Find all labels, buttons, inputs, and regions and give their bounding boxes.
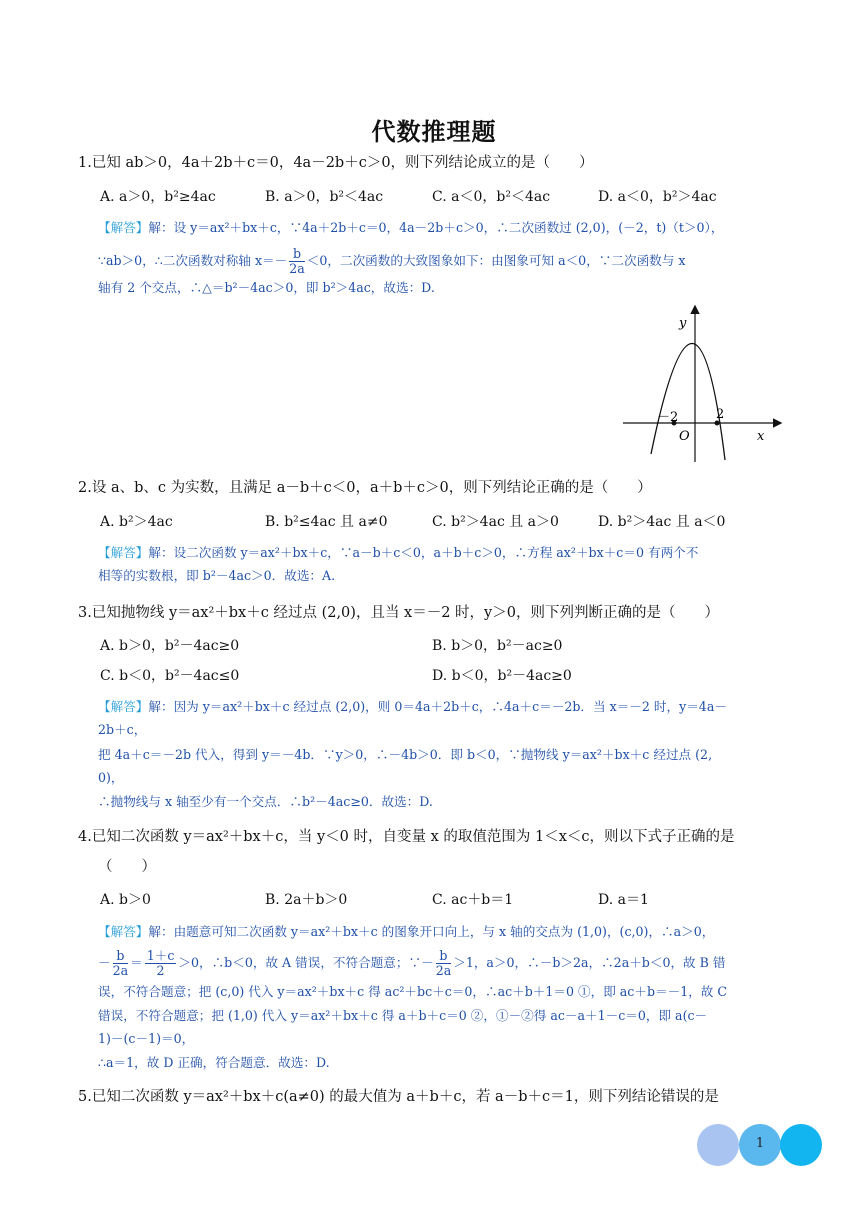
question-1-stem: 1.已知 ab＞0，4a＋2b＋c＝0，4a－2b＋c＞0，则下列结论成立的是（ ）	[78, 155, 594, 171]
pos2-label: 2	[716, 407, 725, 422]
question-5-stem: 5.已知二次函数 y＝ax²＋bx＋c(a≠0) 的最大值为 a＋b＋c，若 a－b＋c＝1，则下列结论错误的是	[78, 1089, 719, 1105]
question-4-stem: 4.已知二次函数 y＝ax²＋bx＋c，当 y＜0 时，自变量 x 的取值范围为 1＜x＜c，则以下式子正确的是	[78, 829, 735, 845]
q3-solution-line-2: 2b＋c，	[98, 722, 147, 737]
fraction: $\frac{b}{2a}$	[435, 948, 452, 978]
q3-option-a: A. b＞0，b²－4ac≥0	[100, 638, 240, 654]
q1-option-d: D. a＜0，b²＞4ac	[598, 189, 717, 205]
q3-solution-line-3: 把 4a＋c＝－2b 代入，得到 y＝－4b．∵y＞0，∴－4b＞0．即 b＜0，∵抛物线 y＝ax²＋bx＋c 经过点 (2,	[98, 747, 713, 762]
q4-option-a: A. b＞0	[100, 892, 151, 908]
origin-label: O	[679, 429, 690, 444]
q1-solution-line-3: 轴有 2 个交点，∴△＝b²－4ac＞0，即 b²＞4ac，故选：D.	[98, 280, 435, 295]
question-2-stem: 2.设 a、b、c 为实数，且满足 a－b＋c＜0，a＋b＋c＞0，则下列结论正确的是（ ）	[78, 480, 652, 496]
fraction: $\frac{b}{2a}$	[289, 246, 305, 276]
q4-option-c: C. ac＋b＝1	[432, 892, 514, 908]
fraction: $\frac{b}{2a}$	[112, 948, 129, 978]
q2-solution-line-1: 【解答】解：设二次函数 y＝ax²＋bx＋c，∵a－b＋c＜0，a＋b＋c＞0，∴方程 ax²＋bx＋c＝0 有两个不	[98, 545, 699, 560]
q4-solution-line-4: 错误，不符合题意；把 (1,0) 代入 y＝ax²＋bx＋c 得 a＋b＋c＝0 ②，①－②得 ac－a＋1－c＝0，即 a(c－	[98, 1008, 708, 1023]
q3-option-b: B. b＞0，b²－ac≥0	[432, 638, 563, 654]
q4-solution-line-5: 1)－(c－1)＝0，	[98, 1031, 195, 1046]
q3-solution-line-4: 0)，	[98, 770, 124, 785]
solution-tag: 【解答】	[98, 220, 149, 235]
question-4-stem-cont: （ ）	[98, 859, 156, 875]
parabola-graph	[615, 302, 795, 467]
q1-option-b: B. a＞0，b²＜4ac	[265, 189, 384, 205]
q4-solution-line-2: － $\frac{b}{2a}$ ＝ $\frac{1+c}{2}$ ＞0，∴b＜0，故 A 错误，不符合题意；∵－ $\frac{b}{2a}$ ＞1，a＞0，∴－b＞2a，∴2a＋b＜0，故 B 错	[98, 948, 726, 978]
x-axis-label: x	[757, 429, 765, 444]
q4-solution-line-1: 【解答】解：由题意可知二次函数 y＝ax²＋bx＋c 的图象开口向上，与 x 轴的交点为 (1,0)，(c,0)，∴a＞0，	[98, 924, 715, 939]
page-circle-right	[780, 1124, 822, 1166]
page-title: 代数推理题	[371, 118, 497, 146]
q2-option-b: B. b²≤4ac 且 a≠0	[265, 514, 388, 530]
q1-option-a: A. a＞0，b²≥4ac	[100, 189, 216, 205]
q2-option-a: A. b²＞4ac	[100, 514, 173, 530]
q3-solution-line-1: 【解答】解：因为 y＝ax²＋bx＋c 经过点 (2,0)，则 0＝4a＋2b＋c，∴4a＋c＝－2b．当 x＝－2 时，y＝4a－	[98, 699, 727, 714]
q4-option-d: D. a＝1	[598, 892, 649, 908]
solution-tag: 【解答】	[98, 545, 149, 560]
q3-solution-line-5: ∴抛物线与 x 轴至少有一个交点．∴b²－4ac≥0．故选：D.	[98, 794, 433, 809]
solution-tag: 【解答】	[98, 924, 149, 939]
solution-tag: 【解答】	[98, 699, 149, 714]
question-3-stem: 3.已知抛物线 y＝ax²＋bx＋c 经过点 (2,0)，且当 x＝－2 时，y＞0，则下列判断正确的是（ ）	[78, 605, 719, 621]
q4-solution-line-6: ∴a＝1，故 D 正确，符合题意．故选：D.	[98, 1055, 330, 1070]
q1-solution-line-1: 【解答】解：设 y＝ax²＋bx＋c，∵4a＋2b＋c＝0，4a－2b＋c＞0，∴二次函数过 (2,0)，(－2，t)（t＞0），	[98, 220, 724, 235]
q3-option-d: D. b＜0，b²－4ac≥0	[432, 668, 572, 684]
q4-solution-line-3: 误，不符合题意；把 (c,0) 代入 y＝ax²＋bx＋c 得 ac²＋bc＋c＝0，∴ac＋b＋1＝0 ①，即 ac＋b＝－1，故 C	[98, 984, 728, 999]
q4-option-b: B. 2a＋b＞0	[265, 892, 348, 908]
q3-option-c: C. b＜0，b²－4ac≤0	[100, 668, 240, 684]
q1-solution-line-2: ∵ab＞0，∴二次函数对称轴 x＝－ $\frac{b}{2a}$ ＜0，二次函数的大致图象如下：由图象可知 a＜0，∵二次函数与 x	[98, 246, 686, 276]
q2-option-d: D. b²＞4ac 且 a＜0	[598, 514, 726, 530]
page-circle-left	[697, 1124, 739, 1166]
neg2-label: －2	[657, 410, 679, 425]
q2-solution-line-2: 相等的实数根，即 b²－4ac＞0．故选：A.	[98, 568, 336, 583]
fraction: $\frac{1+c}{2}$	[146, 948, 175, 978]
page-number: 1	[755, 1136, 765, 1151]
y-axis-label: y	[679, 316, 687, 331]
q1-option-c: C. a＜0，b²＜4ac	[432, 189, 551, 205]
q2-option-c: C. b²＞4ac 且 a＞0	[432, 514, 559, 530]
